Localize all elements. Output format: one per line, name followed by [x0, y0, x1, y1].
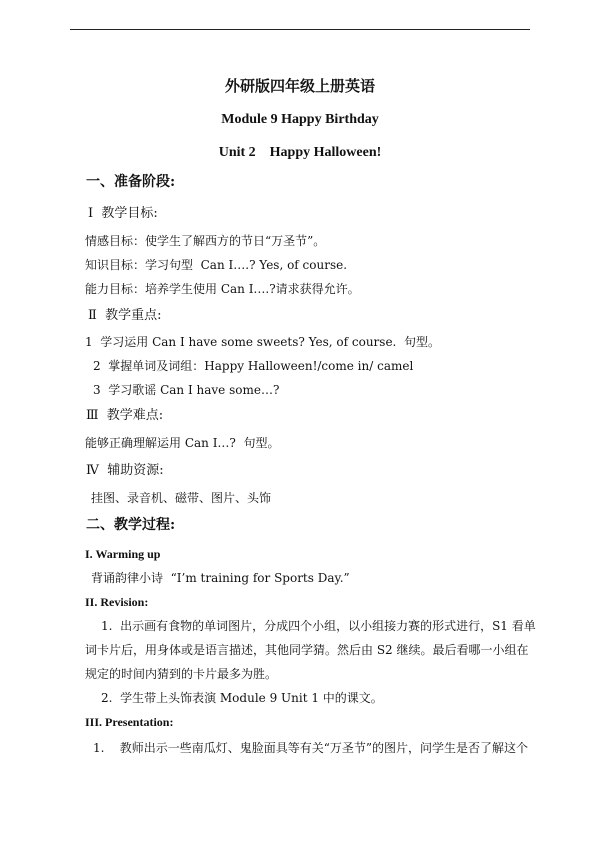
revision-item-1-line-3: 规定的时间内猜到的卡片最多为胜。 — [85, 667, 278, 681]
document-title: 外研版四年级上册英语 — [224, 77, 375, 95]
presentation-heading: III. Presentation: — [85, 715, 174, 729]
goal-emotion: 情感目标：使学生了解西方的节日“万圣节”。 — [85, 234, 326, 248]
revision-item-2: 2. 学生带上头饰表演 Module 9 Unit 1 中的课文。 — [101, 691, 383, 705]
unit-title: Unit 2 Happy Halloween! — [218, 145, 382, 160]
key-point-3: 3 学习歌谣 Can I have some…? — [93, 383, 280, 397]
resources-heading: Ⅳ 辅助资源: — [86, 463, 164, 478]
key-heading: Ⅱ 教学重点: — [88, 308, 162, 323]
key-point-1: 1 学习运用 Can I have some sweets? Yes, of course. 句型。 — [85, 335, 440, 349]
warming-heading: I. Warming up — [85, 547, 161, 561]
difficulty-point: 能够正确理解运用 Can I…? 句型。 — [85, 436, 280, 450]
key-point-2: 2 掌握单词及词组：Happy Halloween!/come in/ camel — [93, 359, 414, 373]
difficulty-heading: Ⅲ 教学难点: — [86, 408, 164, 423]
revision-heading: II. Revision: — [85, 595, 149, 609]
presentation-item-1: 1. 教师出示一些南瓜灯、鬼脸面具等有关“万圣节”的图片，问学生是否了解这个 — [93, 741, 528, 755]
process-heading: 二、教学过程: — [86, 517, 176, 533]
revision-item-1-line-1: 1. 出示画有食物的单词图片，分成四个小组，以小组接力赛的形式进行，S1 看单 — [101, 619, 536, 633]
module-title: Module 9 Happy Birthday — [221, 112, 379, 127]
resources-list: 挂图、录音机、磁带、图片、头饰 — [91, 491, 272, 505]
revision-item-1-line-2: 词卡片后，用身体或是语言描述，其他同学猜。然后由 S2 继续。最后看哪一小组在 — [85, 643, 529, 657]
goal-ability: 能力目标：培养学生使用 Can I….?请求获得允许。 — [85, 282, 360, 296]
goals-heading: Ⅰ 教学目标: — [88, 206, 158, 221]
header-rule — [70, 29, 530, 30]
prep-heading: 一、准备阶段: — [86, 174, 176, 190]
warming-item: 背诵韵律小诗 “I’m training for Sports Day.” — [91, 571, 350, 585]
goal-knowledge: 知识目标：学习句型 Can I….? Yes, of course. — [85, 258, 348, 272]
